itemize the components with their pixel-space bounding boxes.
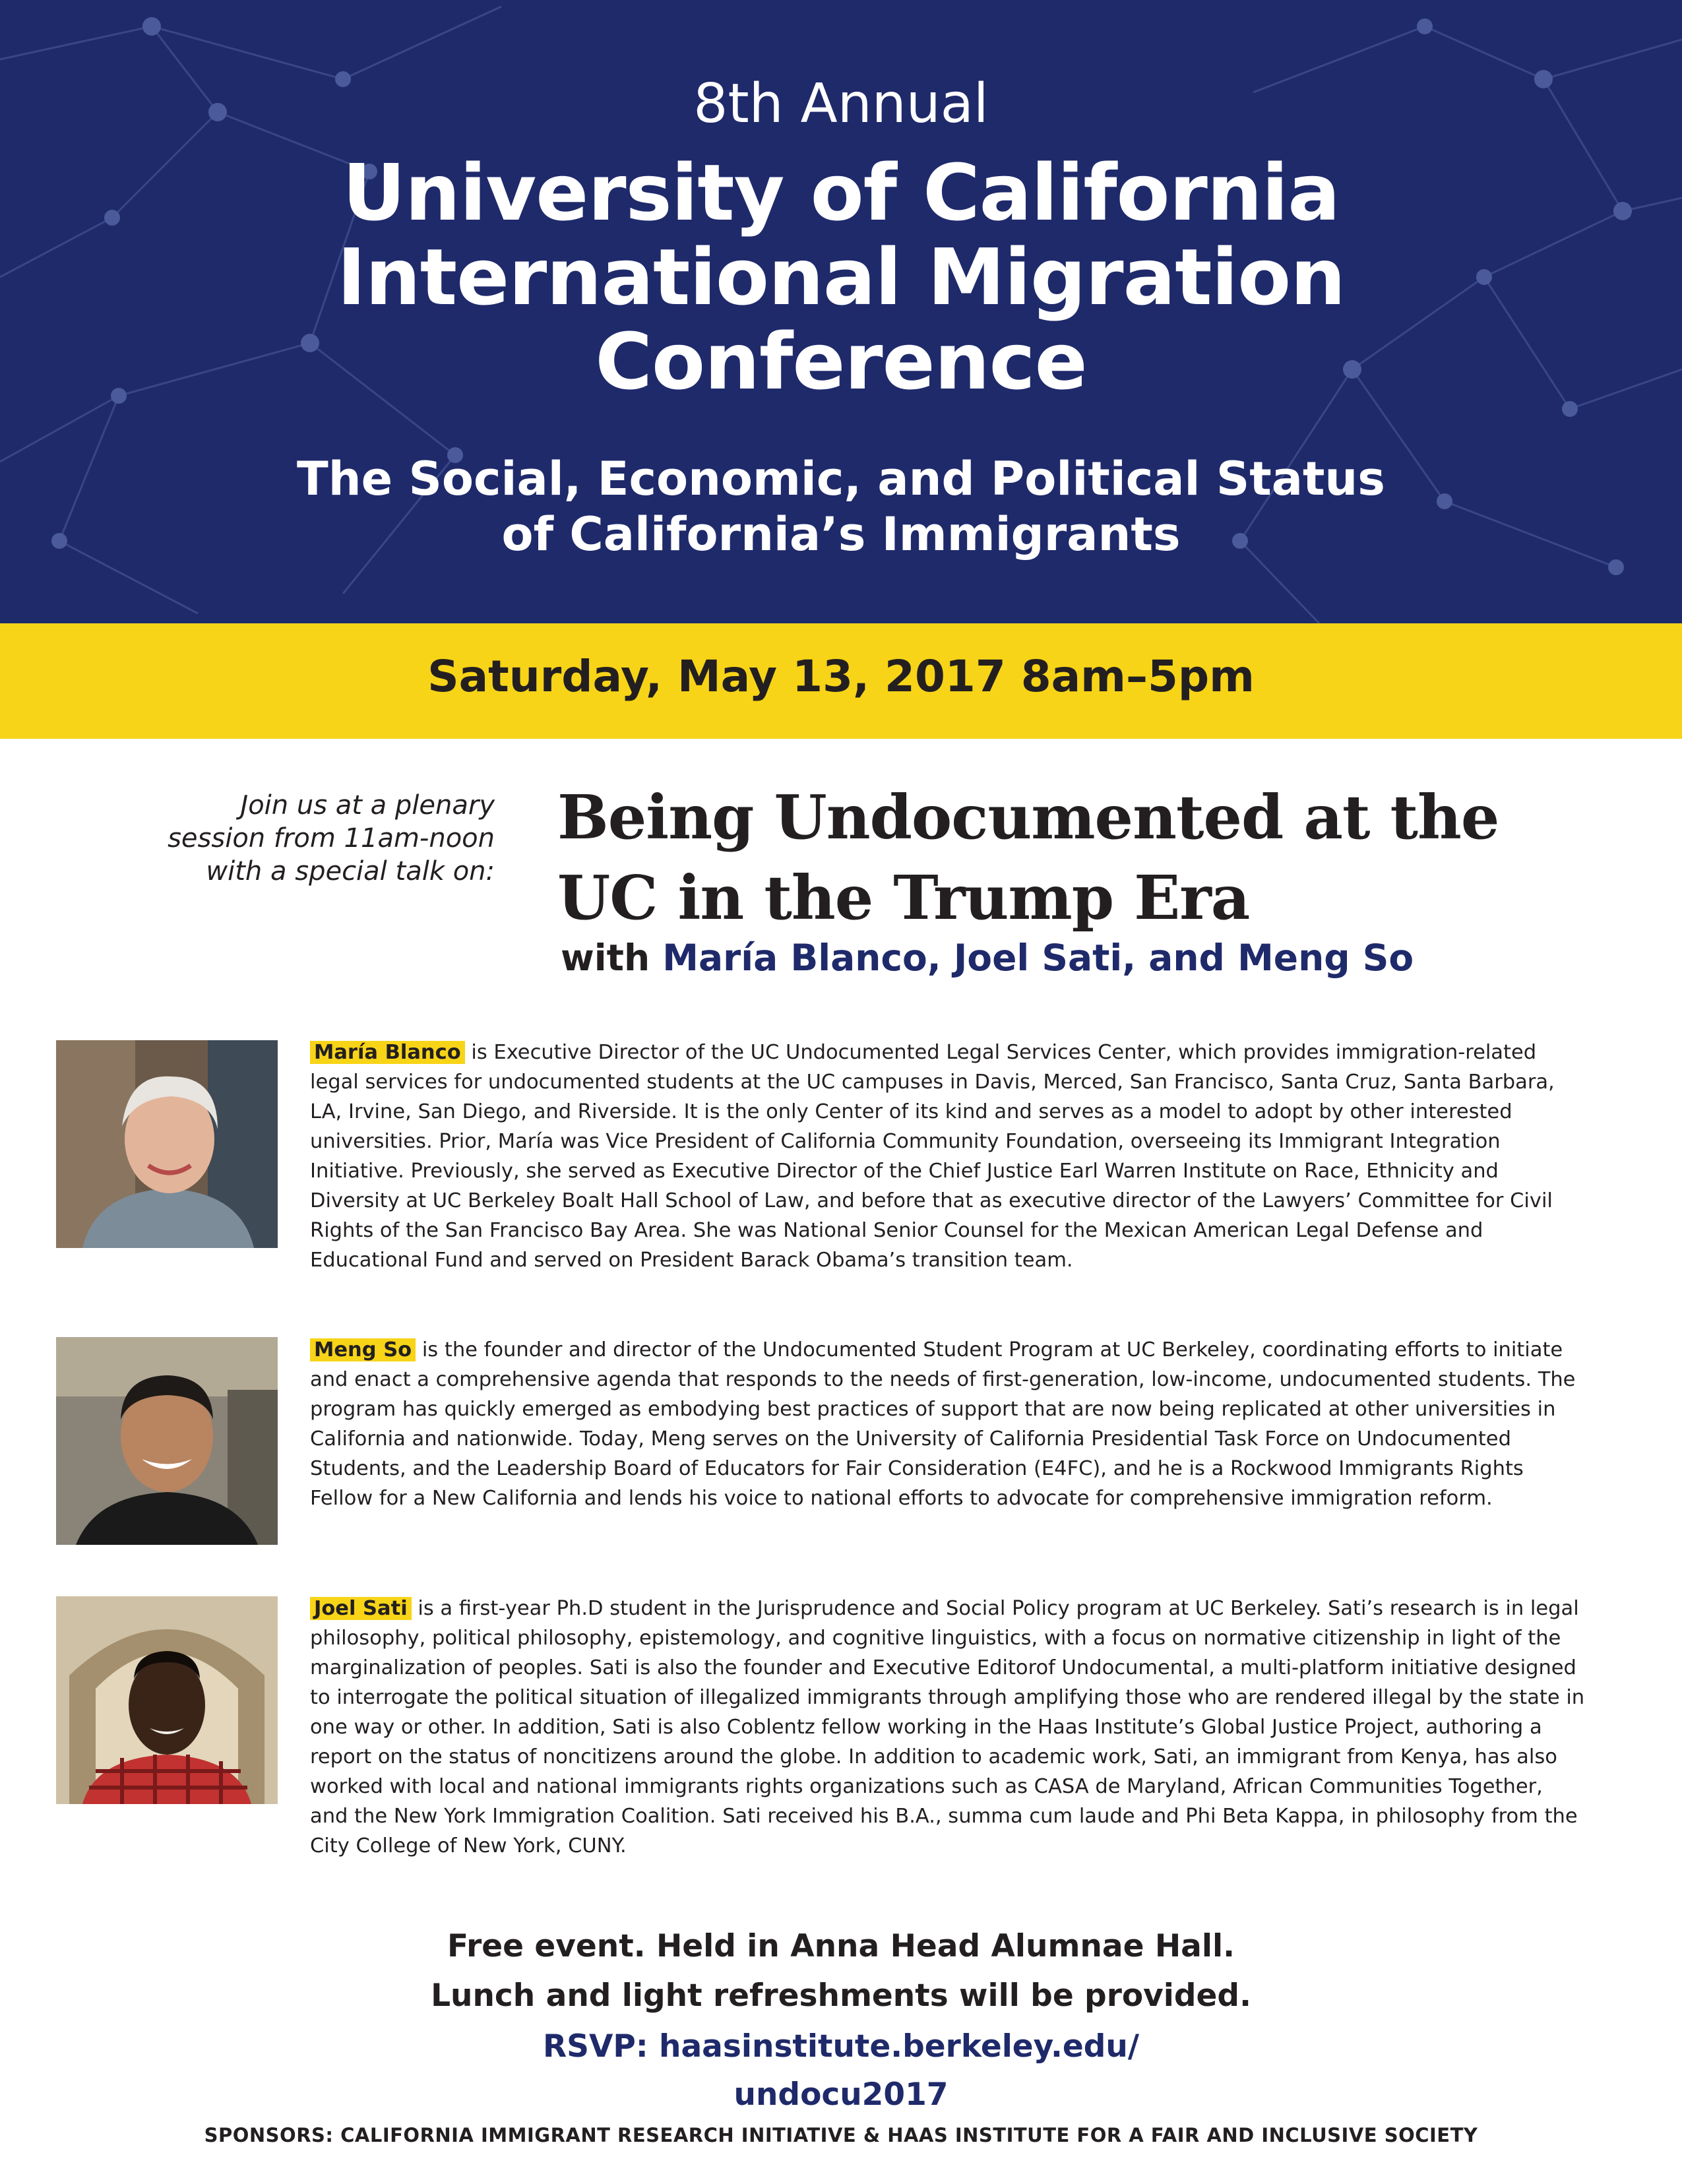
- bio-text: is the founder and director of the Undocumented Student Program at UC Berkeley, coordinating efforts to initiate and enact a comprehensive agenda that responds to the needs of first-generation, low-income, undocumented students. The program has quickly emerged as embodying best practices of support that are now being replicated at other universities in California and nationwide. Today, Meng serves on the University of California Presidential Task Force on Undocumented Students, and the Leadership Board of Educators for Fair Consideration (E4FC), and he is a Rockwood Immigrants Rights Fellow for a New California and lends his voice to national efforts to advocate for comprehensive immigration reform.: [310, 1338, 1576, 1510]
- talk-title-line: Being Undocumented at the: [557, 782, 1499, 853]
- portrait-maria-blanco: [56, 1040, 278, 1248]
- event-refreshments: Lunch and light refreshments will be provided.: [431, 1978, 1251, 2014]
- conference-title-line-1: University of California: [342, 147, 1340, 238]
- plenary-intro-line: with a special talk on:: [206, 856, 495, 887]
- event-location: Free event. Held in Anna Head Alumnae Hall.: [447, 1928, 1235, 1964]
- bio-meng-so: [310, 1335, 1586, 1513]
- speakers-line: [561, 937, 1616, 979]
- bio-text: is Executive Director of the UC Undocumented Legal Services Center, which provides immigration-related legal services for undocumented students at the UC campuses in Davis, Merced, San Francisco, Santa Cruz, Santa Barbara, LA, Irvine, San Diego, and Riverside. It is the only Center of its kind and serves as a model to adopt by other interested universities. Prior, María was Vice President of California Community Foundation, overseeing its Immigrant Integration Initiative. Previously, she served as Executive Director of the Chief Justice Earl Warren Institute on Race, Ethnicity and Diversity at UC Berkeley Boalt Hall School of Law, and before that as executive director of the Lawyers’ Committee for Civil Rights of the San Francisco Bay Area. She was National Senior Counsel for the Mexican American Legal Defense and Educational Fund and served on President Barack Obama’s transition team.: [310, 1041, 1555, 1272]
- date-bar: [0, 623, 1682, 739]
- bio-joel-sati: [310, 1594, 1586, 1861]
- plenary-intro-line: session from 11am-noon: [168, 823, 495, 854]
- bio-maria-blanco: [310, 1038, 1586, 1275]
- event-date: Saturday, May 13, 2017 8am–5pm: [427, 651, 1255, 702]
- plenary-intro-line: Join us at a plenary: [240, 790, 495, 821]
- talk-title-line: UC in the Trump Era: [557, 862, 1250, 933]
- portrait-meng-so: [56, 1337, 278, 1545]
- conference-title-line-2: International Migration: [336, 232, 1346, 323]
- conference-edition: 8th Annual: [693, 73, 989, 135]
- header-banner: [0, 0, 1682, 623]
- rsvp-link[interactable]: RSVP: haasinstitute.berkeley.edu/: [542, 2028, 1139, 2065]
- plenary-intro: [119, 789, 495, 888]
- conference-subtitle-line-2: of California’s Immigrants: [501, 507, 1181, 561]
- bio-name-highlight: Meng So: [310, 1338, 416, 1361]
- portrait-joel-sati: [56, 1596, 278, 1804]
- speakers-names: María Blanco, Joel Sati, and Meng So: [662, 937, 1414, 979]
- speakers-prefix: with: [561, 937, 663, 979]
- bio-name-highlight: Joel Sati: [310, 1597, 412, 1620]
- bio-text: is a first-year Ph.D student in the Jurisprudence and Social Policy program at UC Berkeley. Sati’s research is in legal philosophy, political philosophy, epistemology, and cognitive linguistics, with a focus on normative citizenship in light of the marginalization of peoples. Sati is also the founder and Executive Editorof Undocumental, a multi-platform initiative designed to interrogate the political situation of illegalized immigrants through amplifying those who are rendered illegal by the state in one way or other. In addition, Sati is also Coblentz fellow working in the Haas Institute’s Global Justice Project, authoring a report on the status of noncitizens around the globe. In addition to academic work, Sati, an immigrant from Kenya, has also worked with local and national immigrants rights organizations such as CASA de Maryland, African Communities Together, and the New York Immigration Coalition. Sati received his B.A., summa cum laude and Phi Beta Kappa, in philosophy from the City College of New York, CUNY.: [310, 1597, 1585, 1857]
- sponsors-line: SPONSORS: CALIFORNIA IMMIGRANT RESEARCH INITIATIVE & HAAS INSTITUTE FOR A FAIR AND INCLUSIVE SOCIETY: [204, 2124, 1478, 2146]
- talk-title: [557, 777, 1613, 938]
- bio-name-highlight: María Blanco: [310, 1041, 465, 1064]
- conference-title-line-3: Conference: [595, 316, 1087, 407]
- conference-subtitle-line-1: The Social, Economic, and Political Status: [297, 452, 1385, 506]
- rsvp-link-continued[interactable]: undocu2017: [733, 2076, 949, 2113]
